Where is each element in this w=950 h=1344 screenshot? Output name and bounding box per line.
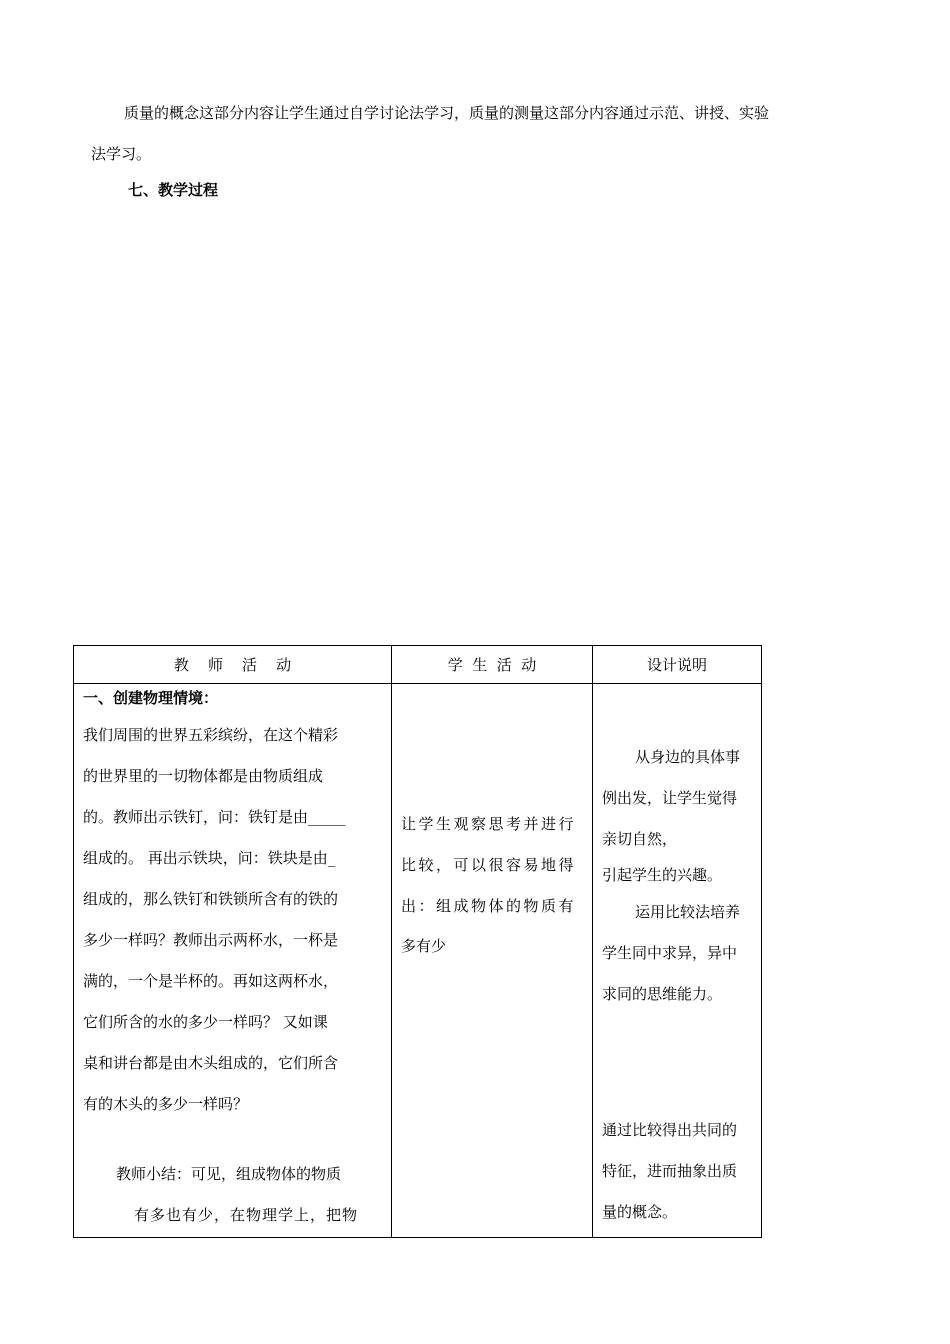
teaching-process-table: [73, 645, 762, 1238]
design-notes-cell: [593, 684, 762, 1238]
teacher-line: 我们周围的世界五彩缤纷，在这个精彩: [83, 726, 339, 744]
teacher-line: 有的木头的多少一样吗？: [83, 1095, 249, 1113]
teacher-section-title: 一、创建物理情境：: [83, 689, 219, 707]
teacher-line: 组成的。 再出示铁块，问：铁块是由_: [83, 849, 336, 867]
teacher-line: 它们所含的水的多少一样吗？ 又如课: [83, 1013, 328, 1031]
design-line: 引起学生的兴趣。: [602, 866, 723, 884]
design-line: 求同的思维能力。: [602, 985, 723, 1003]
intro-paragraph-line2: 法学习。: [91, 145, 152, 163]
student-line: 出：组成物体的物质有: [401, 897, 577, 915]
design-line: 特征，进而抽象出质: [602, 1162, 738, 1180]
design-line: 量的概念。: [602, 1203, 678, 1221]
teacher-line: 多少一样吗？教师出示两杯水，一杯是: [83, 931, 339, 949]
design-line: 通过比较得出共同的: [602, 1121, 738, 1139]
teacher-line: 的世界里的一切物体都是由物质组成: [83, 767, 324, 785]
design-line: 运用比较法培养: [635, 903, 741, 921]
header-teacher-activity: 教 师 活 动: [74, 646, 392, 684]
student-line: 让学生观察思考并进行: [401, 815, 577, 833]
student-line: 比较，可以很容易地得: [401, 856, 577, 874]
design-line: 学生同中求异，异中: [602, 944, 738, 962]
teacher-summary-line: 有多也有少，在物理学上，把物: [134, 1206, 359, 1224]
header-design-notes: 设计说明: [593, 646, 762, 684]
teacher-line: 的。教师出示铁钉，问：铁钉是由_____: [83, 808, 346, 826]
teacher-line: 组成的，那么铁钉和铁锁所含有的铁的: [83, 890, 339, 908]
teacher-summary-line: 教师小结：可见，组成物体的物质: [116, 1165, 342, 1183]
teacher-line: 满的，一个是半杯的。再如这两杯水，: [83, 972, 339, 990]
design-line: 例出发，让学生觉得: [602, 789, 738, 807]
design-line: 亲切自然，: [602, 830, 678, 848]
section-heading: 七、教学过程: [128, 181, 219, 199]
student-activity-cell: [392, 684, 593, 1238]
table-row: [74, 684, 762, 1238]
design-line: 从身边的具体事: [635, 748, 741, 766]
intro-paragraph-line1: 质量的概念这部分内容让学生通过自学讨论法学习，质量的测量这部分内容通过示范、讲授、实验: [124, 104, 770, 122]
teacher-line: 桌和讲台都是由木头组成的，它们所含: [83, 1054, 339, 1072]
teacher-activity-cell: [74, 684, 392, 1238]
header-student-activity: 学 生 活 动: [392, 646, 593, 684]
student-line: 多有少: [401, 937, 447, 955]
table-header-row: [74, 646, 762, 684]
